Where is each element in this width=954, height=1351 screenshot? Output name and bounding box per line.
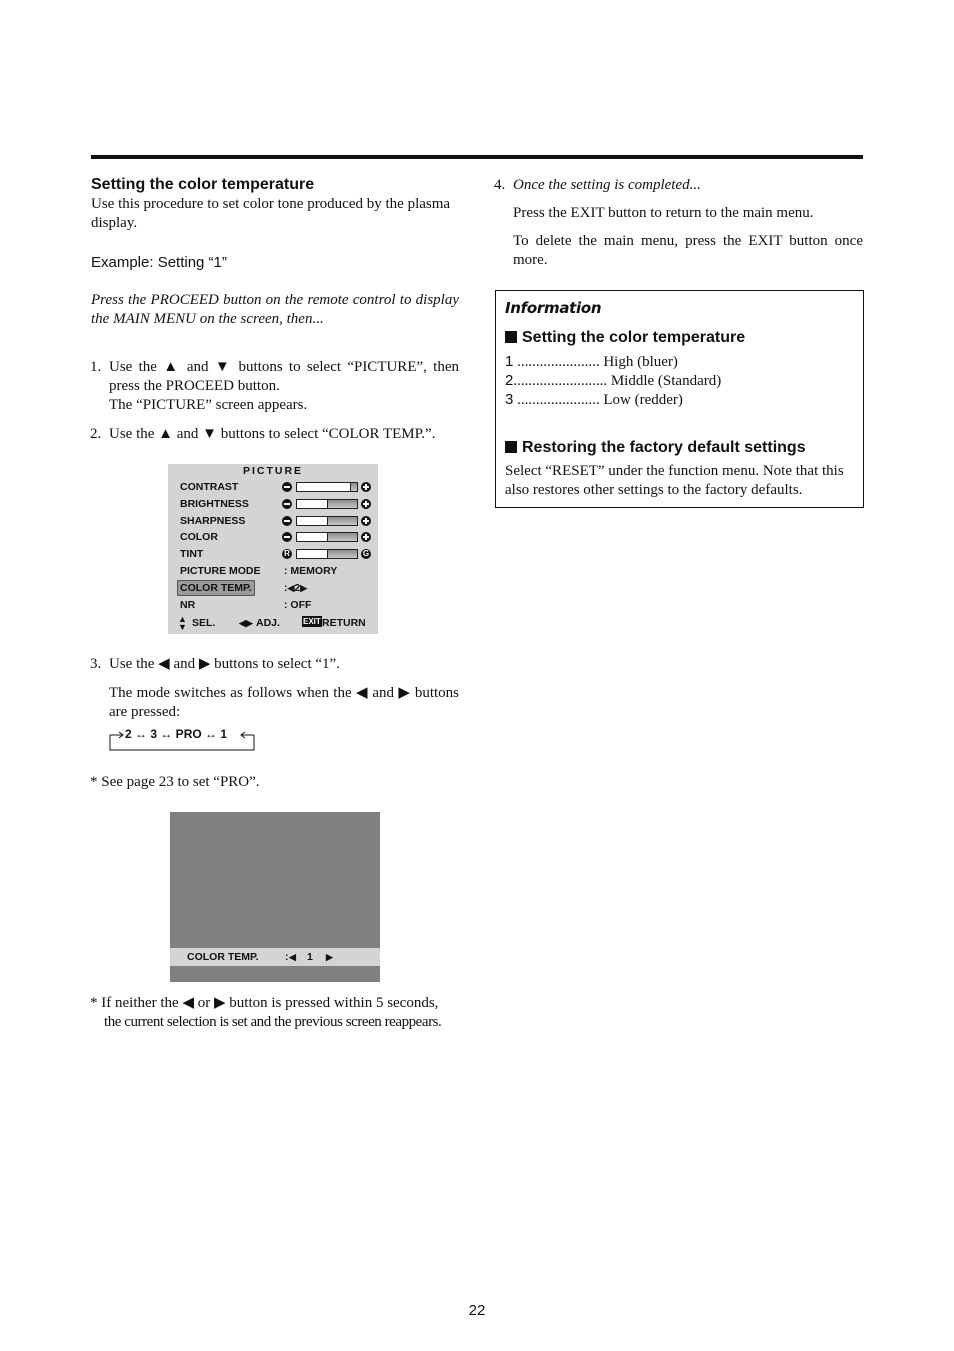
left-right-icon: ◀▶: [239, 618, 253, 628]
osd-label-selected: COLOR TEMP.: [180, 582, 252, 594]
step-1-result: The “PICTURE” screen appears.: [109, 397, 308, 413]
step-3-detail: The mode switches as follows when the ◀ and ▶ buttons are pressed:: [109, 685, 459, 720]
step-1-number: 1.: [90, 359, 102, 375]
info-section-2-heading-text: Restoring the factory default settings: [522, 439, 806, 456]
left-arrow-icon: ◀: [287, 583, 295, 593]
osd-label: COLOR: [180, 531, 218, 543]
red-icon: R: [282, 549, 292, 559]
step-1-text: Use the ▲ and ▼ buttons to select “PICTURE”, then press the PROCEED button.: [109, 359, 459, 394]
picture-menu-osd: [168, 464, 378, 634]
minus-icon: [282, 516, 292, 526]
leader-dots: ......................: [517, 354, 600, 370]
osd-label: NR: [180, 599, 196, 611]
color-temp-screen: [170, 812, 380, 982]
right-arrow-icon: ▶: [326, 952, 333, 962]
temp-key: 2: [505, 372, 514, 389]
color-temp-bar: [170, 948, 380, 966]
osd-label: CONTRAST: [180, 481, 239, 493]
minus-icon: [282, 482, 292, 492]
osd-value: : OFF: [284, 599, 312, 611]
plus-icon: [361, 482, 371, 492]
osd-row-nr: [180, 598, 376, 612]
step-4-number: 4.: [494, 177, 506, 193]
screen-label: COLOR TEMP.: [187, 951, 259, 963]
note-pro: * See page 23 to set “PRO”.: [90, 774, 260, 790]
plus-icon: [361, 532, 371, 542]
left-arrow-icon: ◀: [289, 952, 296, 962]
minus-icon: [282, 532, 292, 542]
temp-row-2: [505, 371, 845, 391]
osd-footer: [178, 616, 374, 630]
information-box: [495, 290, 864, 508]
step-4-title: Once the setting is completed...: [513, 177, 701, 193]
right-arrow-icon: ▶: [300, 583, 308, 593]
osd-title: PICTURE: [242, 465, 304, 477]
example-text: Example: Setting “1”: [91, 254, 227, 271]
level-bar: [296, 516, 358, 526]
osd-row-color: [180, 530, 376, 544]
osd-value: :◀2▶: [284, 582, 308, 594]
level-bar: [296, 482, 358, 492]
mode-cycle-diagram: [108, 727, 258, 753]
square-bullet-icon: [505, 331, 517, 343]
step-2-number: 2.: [90, 426, 102, 442]
page-number: 22: [468, 1302, 486, 1319]
instruction-text: Press the PROCEED button on the remote control to display the MAIN MENU on the screen, then...: [91, 292, 459, 327]
osd-row-contrast: [180, 480, 376, 494]
osd-row-tint: [180, 547, 376, 561]
plus-icon: [361, 499, 371, 509]
osd-row-color-temp: [180, 581, 376, 595]
section-heading: Setting the color temperature: [91, 176, 315, 193]
osd-value: : MEMORY: [284, 565, 338, 577]
top-rule: [91, 155, 863, 159]
osd-label: BRIGHTNESS: [180, 498, 249, 510]
square-bullet-icon: [505, 441, 517, 453]
note-timeout-cont: the current selection is set and the previous screen reappears.: [104, 1014, 442, 1030]
temp-key: 1: [505, 353, 514, 370]
color-temp-value: 2: [294, 582, 301, 594]
screen-value: 1: [307, 951, 313, 963]
temp-value: High (bluer): [603, 354, 678, 370]
green-icon: G: [362, 549, 370, 558]
step-3-number: 3.: [90, 656, 102, 672]
osd-row-picture-mode: [180, 564, 376, 578]
footer-sel: SEL.: [192, 617, 216, 629]
info-section-1-heading: [505, 328, 745, 347]
temp-key: 3: [505, 391, 514, 408]
temp-value: Low (redder): [603, 392, 683, 408]
leader-dots: ......................: [517, 392, 600, 408]
colon: :: [285, 951, 289, 963]
level-bar: [296, 499, 358, 509]
osd-label: SHARPNESS: [180, 515, 246, 527]
temp-row-1: [505, 352, 845, 372]
note-timeout: * If neither the ◀ or ▶ button is pressed within 5 seconds,: [90, 995, 439, 1011]
cycle-sequence: 2 ↔ 3 ↔ PRO ↔ 1: [125, 727, 228, 741]
step-4-detail: To delete the main menu, press the EXIT button once more.: [513, 233, 863, 268]
info-title: Information: [505, 299, 602, 317]
info-section-2-heading: [505, 438, 806, 457]
level-bar: [296, 532, 358, 542]
step-3-text: Use the ◀ and ▶ buttons to select “1”.: [109, 656, 340, 672]
footer-return: RETURN: [322, 617, 366, 629]
step-4-text: Press the EXIT button to return to the main menu.: [513, 205, 814, 221]
plus-icon: [361, 516, 371, 526]
footer-adj: ADJ.: [256, 617, 280, 629]
intro-text: Use this procedure to set color tone produced by the plasma display.: [91, 196, 451, 231]
info-section-2-body: Select “RESET” under the function menu. Note that this also restores other settings to the factory defaults.: [505, 463, 844, 498]
temp-value: Middle (Standard): [610, 373, 722, 389]
temp-row-3: [505, 390, 845, 410]
info-section-1-heading-text: Setting the color temperature: [522, 329, 746, 346]
exit-icon: EXIT: [303, 617, 321, 626]
osd-row-brightness: [180, 497, 376, 511]
level-bar: [296, 549, 358, 559]
osd-row-sharpness: [180, 514, 376, 528]
up-down-icon: ▲ ▼: [178, 614, 187, 632]
minus-icon: [282, 499, 292, 509]
leader-dots: .........................: [513, 373, 608, 389]
step-2-text: Use the ▲ and ▼ buttons to select “COLOR TEMP.”.: [109, 426, 436, 442]
osd-label: TINT: [180, 548, 204, 560]
osd-label: PICTURE MODE: [180, 565, 261, 577]
